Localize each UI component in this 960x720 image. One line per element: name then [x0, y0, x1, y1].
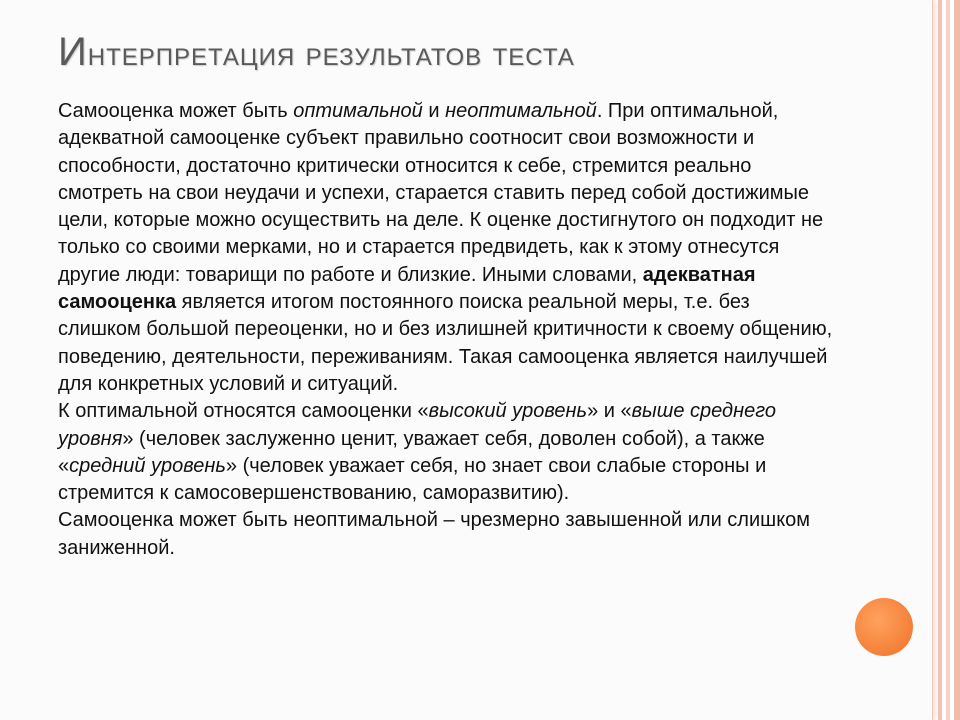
- italic-term: оптимальной: [293, 100, 423, 122]
- text-run: » и «: [587, 400, 632, 423]
- paragraph-2: [58, 398, 833, 507]
- decorative-stripe: [938, 0, 942, 720]
- decorative-stripe: [946, 0, 950, 720]
- italic-term: выше среднего уровня: [58, 400, 776, 450]
- italic-term: неоптимальной: [445, 100, 597, 122]
- paragraph-1: [58, 98, 833, 398]
- italic-term: средний уровень: [69, 454, 226, 477]
- paragraph-3: Самооценка может быть неоптимальной – чрезмерно завышенной или слишком заниженной.: [58, 509, 811, 559]
- text-run: и: [422, 100, 446, 122]
- title-rest: нтерпретация результатов теста: [87, 35, 575, 73]
- decorative-orange-circle: [855, 598, 913, 656]
- text-run: Самооценка может быть: [58, 100, 294, 122]
- slide-title: [58, 30, 575, 75]
- text-run: является итогом постоянного поиска реальной меры, т.е. без слишком большой переоценки, но и без излишней критичности к своему общению, поведению, деятельности, переживаниям. Такая самооценка является наилучшей для конкретных условий и ситуаций.: [58, 291, 833, 395]
- title-initial: И: [58, 30, 88, 74]
- text-run: К оптимальной относятся самооценки «: [58, 400, 429, 423]
- italic-term: высокий уровень: [428, 400, 588, 423]
- text-run: . При оптимальной, адекватной самооценке субъект правильно соотносит свои возможности и способности, достаточно критически относится к себе, стремится реально смотреть на свои неудачи и успехи, старается ставить перед собой достижимые цели, которые можно осуществить на деле. К оценке достигнутого он подходит не только со своими мерками, но и старается предвидеть, как к этому отнесутся другие люди: товарищи по работе и близкие. Иными словами,: [58, 100, 824, 286]
- text-run: » (человек заслуженно ценит, уважает себя, доволен собой), а также «: [58, 427, 765, 477]
- bold-term: адекватная самооценка: [58, 263, 756, 314]
- decorative-stripe: [954, 0, 960, 720]
- slide-body: [58, 98, 833, 562]
- text-run: » (человек уважает себя, но знает свои слабые стороны и стремится к самосовершенствованию, саморазвитию).: [58, 454, 767, 505]
